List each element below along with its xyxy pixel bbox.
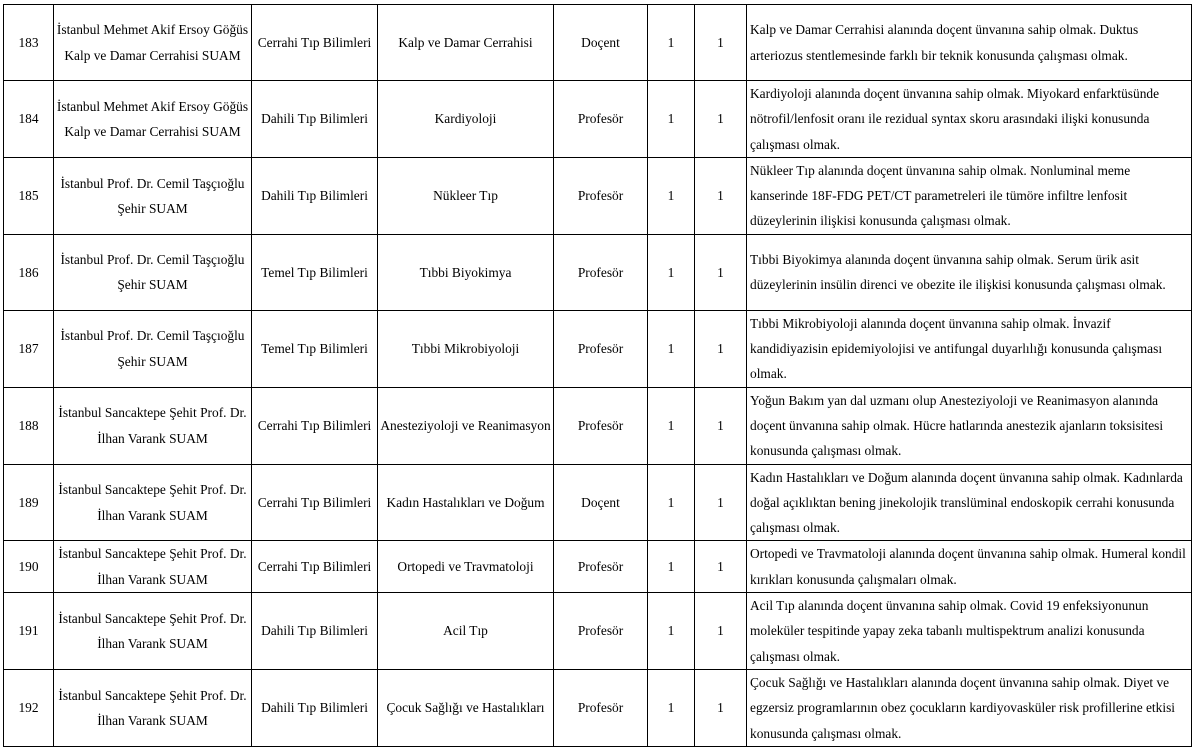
row-number: 192 <box>4 669 54 746</box>
table-row <box>4 669 1192 746</box>
table-row <box>4 387 1192 464</box>
title: Profesör <box>554 81 648 158</box>
count-b: 1 <box>695 5 747 81</box>
department: Nükleer Tıp <box>378 157 554 234</box>
institution: İstanbul Sancaktepe Şehit Prof. Dr. İlhan Varank SUAM <box>54 669 252 746</box>
institution: İstanbul Sancaktepe Şehit Prof. Dr. İlhan Varank SUAM <box>54 541 252 593</box>
count-a: 1 <box>648 464 695 541</box>
table-row <box>4 464 1192 541</box>
row-number: 185 <box>4 157 54 234</box>
row-number: 186 <box>4 234 54 310</box>
row-number: 191 <box>4 593 54 670</box>
description: Acil Tıp alanında doçent ünvanına sahip olmak. Covid 19 enfeksiyonunun moleküler tespitinde yapay zeka tabanlı multispektrum analizi konusunda çalışması olmak. <box>747 593 1192 670</box>
table-row <box>4 5 1192 81</box>
row-number: 188 <box>4 387 54 464</box>
institution: İstanbul Prof. Dr. Cemil Taşçıoğlu Şehir SUAM <box>54 234 252 310</box>
description: Ortopedi ve Travmatoloji alanında doçent ünvanına sahip olmak. Humeral kondil kırıkları konusunda çalışmaları olmak. <box>747 541 1192 593</box>
title: Profesör <box>554 593 648 670</box>
department: Acil Tıp <box>378 593 554 670</box>
count-a: 1 <box>648 310 695 387</box>
title: Doçent <box>554 5 648 81</box>
description: Tıbbi Biyokimya alanında doçent ünvanına sahip olmak. Serum ürik asit düzeylerinin insülin direnci ve obezite ile ilişkisi konusunda çalışması olmak. <box>747 234 1192 310</box>
count-a: 1 <box>648 157 695 234</box>
table-row <box>4 541 1192 593</box>
field: Temel Tıp Bilimleri <box>252 234 378 310</box>
department: Tıbbi Biyokimya <box>378 234 554 310</box>
department: Ortopedi ve Travmatoloji <box>378 541 554 593</box>
description: Kardiyoloji alanında doçent ünvanına sahip olmak. Miyokard enfarktüsünde nötrofil/lenfosit oranı ile rezidual syntax skoru arasındaki ilişki konusunda çalışması olmak. <box>747 81 1192 158</box>
institution: İstanbul Mehmet Akif Ersoy Göğüs Kalp ve Damar Cerrahisi SUAM <box>54 81 252 158</box>
count-b: 1 <box>695 234 747 310</box>
count-b: 1 <box>695 81 747 158</box>
field: Dahili Tıp Bilimleri <box>252 593 378 670</box>
table-row <box>4 593 1192 670</box>
title: Profesör <box>554 541 648 593</box>
description: Kalp ve Damar Cerrahisi alanında doçent ünvanına sahip olmak. Duktus arteriozus stentlemesinde farklı bir teknik konusunda çalışması olmak. <box>747 5 1192 81</box>
description: Nükleer Tıp alanında doçent ünvanına sahip olmak. Nonluminal meme kanserinde 18F-FDG PET/CT parametreleri ile tümöre infiltre lenfosit düzeylerinin ilişkisi konusunda çalışması olmak. <box>747 157 1192 234</box>
institution: İstanbul Prof. Dr. Cemil Taşçıoğlu Şehir SUAM <box>54 310 252 387</box>
description: Kadın Hastalıkları ve Doğum alanında doçent ünvanına sahip olmak. Kadınlarda doğal açıklıktan bening jinekolojik translüminal endoskopik cerrahi konusunda çalışması olmak. <box>747 464 1192 541</box>
row-number: 190 <box>4 541 54 593</box>
count-a: 1 <box>648 387 695 464</box>
count-b: 1 <box>695 310 747 387</box>
row-number: 187 <box>4 310 54 387</box>
table-row <box>4 81 1192 158</box>
field: Cerrahi Tıp Bilimleri <box>252 464 378 541</box>
field: Cerrahi Tıp Bilimleri <box>252 541 378 593</box>
count-a: 1 <box>648 81 695 158</box>
row-number: 183 <box>4 5 54 81</box>
title: Doçent <box>554 464 648 541</box>
count-b: 1 <box>695 541 747 593</box>
table-row <box>4 157 1192 234</box>
count-a: 1 <box>648 541 695 593</box>
count-a: 1 <box>648 5 695 81</box>
count-b: 1 <box>695 669 747 746</box>
department: Tıbbi Mikrobiyoloji <box>378 310 554 387</box>
field: Dahili Tıp Bilimleri <box>252 81 378 158</box>
count-b: 1 <box>695 593 747 670</box>
field: Dahili Tıp Bilimleri <box>252 669 378 746</box>
department: Kalp ve Damar Cerrahisi <box>378 5 554 81</box>
description: Çocuk Sağlığı ve Hastalıkları alanında doçent ünvanına sahip olmak. Diyet ve egzersiz programlarının obez çocukların kardiyovasküler risk profillerine etkisi konusunda çalışması olmak. <box>747 669 1192 746</box>
count-a: 1 <box>648 669 695 746</box>
row-number: 184 <box>4 81 54 158</box>
positions-table <box>3 4 1192 747</box>
field: Cerrahi Tıp Bilimleri <box>252 5 378 81</box>
institution: İstanbul Sancaktepe Şehit Prof. Dr. İlhan Varank SUAM <box>54 593 252 670</box>
description: Tıbbi Mikrobiyoloji alanında doçent ünvanına sahip olmak. İnvazif kandidiyazisin epidemiyolojisi ve antifungal duyarlılığı konusunda çalışması olmak. <box>747 310 1192 387</box>
row-number: 189 <box>4 464 54 541</box>
field: Dahili Tıp Bilimleri <box>252 157 378 234</box>
count-b: 1 <box>695 157 747 234</box>
title: Profesör <box>554 234 648 310</box>
table-row <box>4 310 1192 387</box>
field: Temel Tıp Bilimleri <box>252 310 378 387</box>
field: Cerrahi Tıp Bilimleri <box>252 387 378 464</box>
department: Çocuk Sağlığı ve Hastalıkları <box>378 669 554 746</box>
department: Anesteziyoloji ve Reanimasyon <box>378 387 554 464</box>
institution: İstanbul Mehmet Akif Ersoy Göğüs Kalp ve Damar Cerrahisi SUAM <box>54 5 252 81</box>
count-b: 1 <box>695 387 747 464</box>
institution: İstanbul Prof. Dr. Cemil Taşçıoğlu Şehir SUAM <box>54 157 252 234</box>
title: Profesör <box>554 387 648 464</box>
department: Kadın Hastalıkları ve Doğum <box>378 464 554 541</box>
table-row <box>4 234 1192 310</box>
count-a: 1 <box>648 593 695 670</box>
count-b: 1 <box>695 464 747 541</box>
department: Kardiyoloji <box>378 81 554 158</box>
institution: İstanbul Sancaktepe Şehit Prof. Dr. İlhan Varank SUAM <box>54 387 252 464</box>
title: Profesör <box>554 310 648 387</box>
count-a: 1 <box>648 234 695 310</box>
description: Yoğun Bakım yan dal uzmanı olup Anesteziyoloji ve Reanimasyon alanında doçent ünvanına sahip olmak. Hücre hatlarında anestezik ajanların toksisitesi konusunda çalışması olmak. <box>747 387 1192 464</box>
title: Profesör <box>554 669 648 746</box>
institution: İstanbul Sancaktepe Şehit Prof. Dr. İlhan Varank SUAM <box>54 464 252 541</box>
title: Profesör <box>554 157 648 234</box>
